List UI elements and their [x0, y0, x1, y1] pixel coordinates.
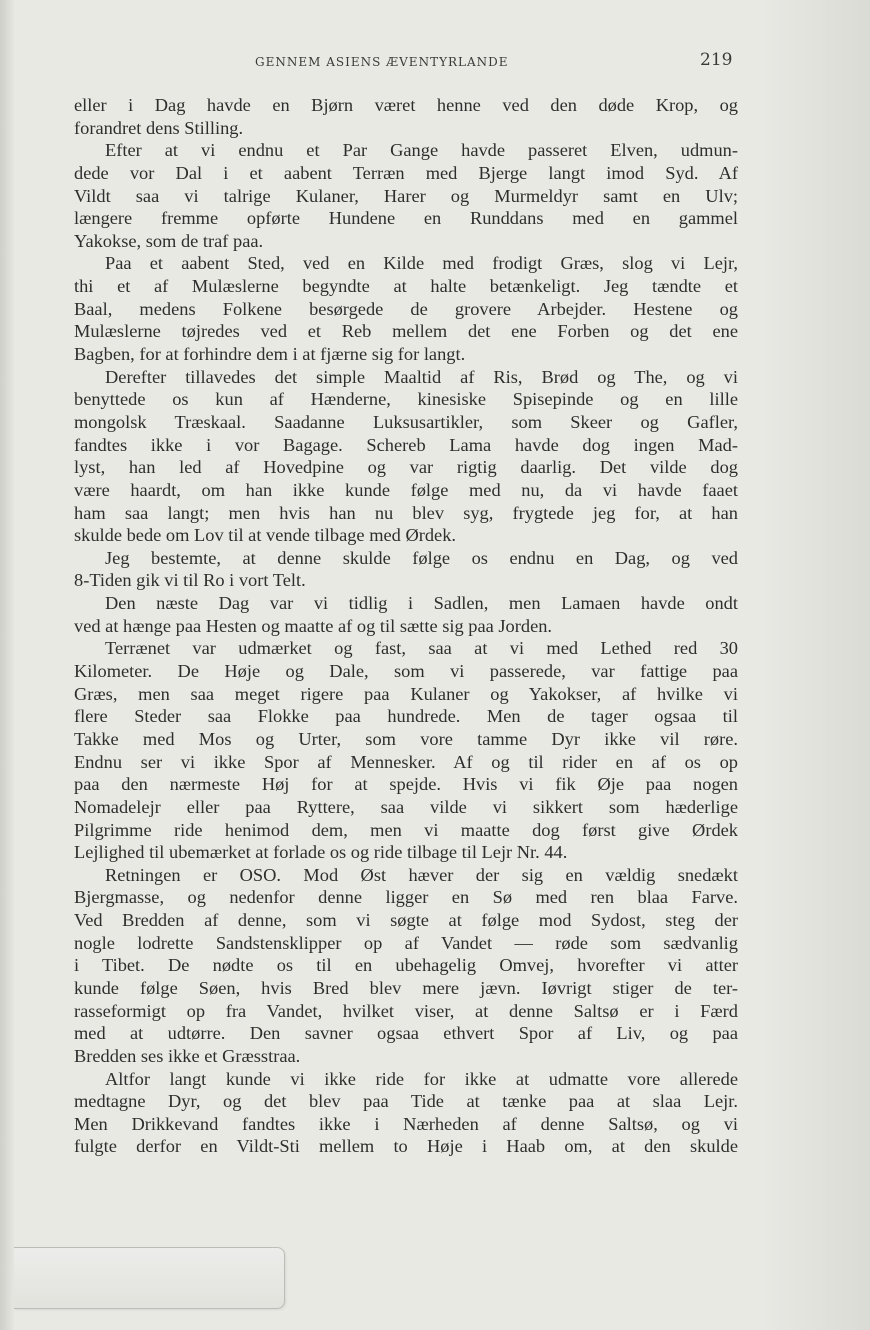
text-line: kunde følge Søen, hvis Bred blev mere jævn. Iøvrigt stiger de ter-	[74, 977, 738, 998]
library-label-sticker	[14, 1247, 285, 1309]
text-line: Endnu ser vi ikke Spor af Mennesker. Af og til rider en af os op	[74, 751, 738, 772]
text-line: Kilometer. De Høje og Dale, som vi passerede, var fattige paa	[74, 661, 738, 682]
text-line: Mulæslerne tøjredes ved et Reb mellem det ene Forben og det ene	[74, 321, 738, 342]
text-line: i Tibet. De nødte os til en ubehagelig Omvej, hvorefter vi atter	[74, 955, 738, 976]
text-line: Ved Bredden af denne, som vi søgte at følge mod Sydost, steg der	[74, 910, 738, 931]
text-line: Bagben, for at forhindre dem i at fjærne sig for langt.	[74, 344, 466, 365]
text-line: Vildt saa vi talrige Kulaner, Harer og Murmeldyr samt en Ulv;	[74, 185, 738, 206]
text-line: flere Steder saa Flokke paa hundrede. Men de tager ogsaa til	[74, 706, 738, 727]
text-line: ved at hænge paa Hesten og maatte af og til sætte sig paa Jorden.	[74, 615, 553, 636]
text-line: ham saa langt; men hvis han nu blev syg, frygtede jeg for, at han	[74, 502, 738, 523]
text-line: Men Drikkevand fandtes ikke i Nærheden af denne Saltsø, og vi	[74, 1113, 738, 1134]
text-line: skulde bede om Lov til at vende tilbage med Ørdek.	[74, 525, 457, 546]
text-line: nogle lodrette Sandstensklipper op af Vandet — røde som sædvanlig	[74, 932, 738, 953]
text-line: Lejlighed til ubemærket at forlade os og ride tilbage til Lejr Nr. 44.	[74, 842, 568, 863]
text-line: forandret dens Stilling.	[74, 117, 244, 138]
text-line: Paa et aabent Sted, ved en Kilde med frodigt Græs, slog vi Lejr,	[105, 253, 738, 274]
page-edge-shadow	[760, 0, 870, 1330]
text-line: lyst, han led af Hovedpine og var rigtig daarlig. Det vilde dog	[74, 457, 738, 478]
text-line: Altfor langt kunde vi ikke ride for ikke at udmatte vore allerede	[105, 1068, 738, 1089]
text-line: Jeg bestemte, at denne skulde følge os endnu en Dag, og ved	[105, 547, 738, 568]
text-line: thi et af Mulæslerne begyndte at halte betænkeligt. Jeg tændte et	[74, 276, 738, 297]
text-line: dede vor Dal i et aabent Terræn med Bjerge langt imod Syd. Af	[74, 162, 738, 183]
text-line: rasseformigt op fra Vandet, hvilket viser, at denne Saltsø er i Færd	[74, 1000, 738, 1021]
text-line: benyttede os kun af Hænderne, kinesiske Spisepinde og en lille	[74, 389, 738, 410]
running-title: GENNEM ASIENS ÆVENTYRLANDE	[255, 55, 509, 69]
text-line: fulgte derfor en Vildt-Sti mellem to Høje i Haab om, at den skulde	[74, 1136, 738, 1157]
text-line: paa den nærmeste Høj for at spejde. Hvis vi fik Øje paa nogen	[74, 774, 738, 795]
text-line: Pilgrimme ride henimod dem, men vi maatte dog først give Ørdek	[74, 819, 738, 840]
text-line: Bjergmasse, og nedenfor denne ligger en Sø med ren blaa Farve.	[74, 887, 738, 908]
text-line: med at udtørre. Den savner ogsaa ethvert Spor af Liv, og paa	[74, 1023, 738, 1044]
text-line: Derefter tillavedes det simple Maaltid af Ris, Brød og The, og vi	[105, 366, 738, 387]
text-line: Nomadelejr eller paa Ryttere, saa vilde vi sikkert som hæderlige	[74, 796, 738, 817]
text-line: Terrænet var udmærket og fast, saa at vi med Lethed red 30	[105, 638, 738, 659]
text-line: længere fremme opførte Hundene en Runddans med en gammel	[74, 208, 738, 229]
text-line: mongolsk Træskaal. Saadanne Luksusartikler, som Skeer og Gafler,	[74, 411, 738, 432]
text-line: Bredden ses ikke et Græsstraa.	[74, 1045, 301, 1066]
page-gutter-shadow	[0, 0, 14, 1330]
text-line: Baal, medens Folkene besørgede de grovere Arbejder. Hestene og	[74, 298, 738, 319]
text-line: fandtes ikke i vor Bagage. Schereb Lama havde dog ingen Mad-	[74, 434, 738, 455]
text-line: Græs, men saa meget rigere paa Kulaner og Yakokser, af hvilke vi	[74, 683, 738, 704]
text-line: Retningen er OSO. Mod Øst hæver der sig en vældig snedækt	[105, 864, 738, 885]
text-line: 8-Tiden gik vi til Ro i vort Telt.	[74, 570, 306, 591]
text-line: være haardt, om han ikke kunde følge med nu, da vi havde faaet	[74, 479, 738, 500]
text-line: medtagne Dyr, og det blev paa Tide at tænke paa at slaa Lejr.	[74, 1091, 738, 1112]
text-line: Den næste Dag var vi tidlig i Sadlen, men Lamaen havde ondt	[105, 593, 738, 614]
text-line: Takke med Mos og Urter, som vore tamme Dyr ikke vil røre.	[74, 728, 738, 749]
body-text	[74, 94, 738, 1158]
text-line: eller i Dag havde en Bjørn været henne ved den døde Krop, og	[74, 95, 738, 115]
text-line: Efter at vi endnu et Par Gange havde passeret Elven, udmun-	[105, 140, 738, 161]
page-number: 219	[700, 50, 733, 70]
text-line: Yakokse, som de traf paa.	[74, 230, 264, 251]
